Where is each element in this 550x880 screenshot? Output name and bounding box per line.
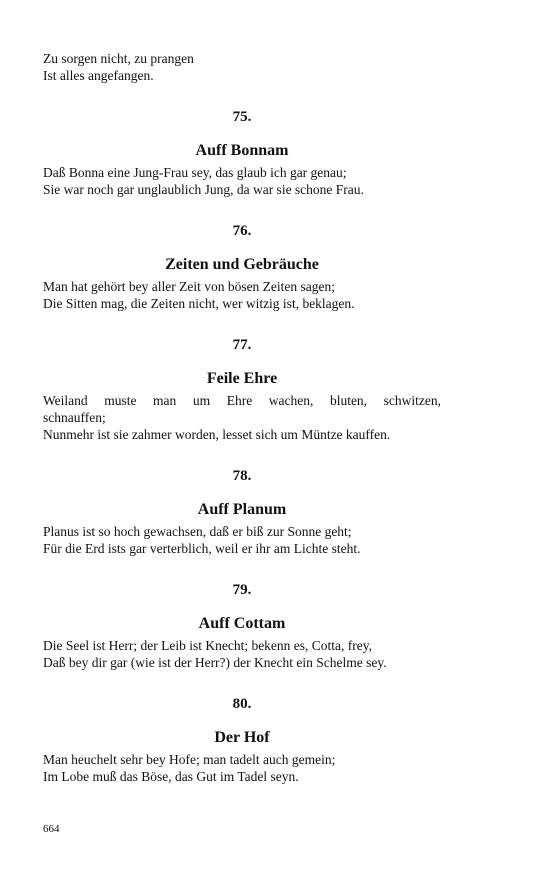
verse-line: Die Sitten mag, die Zeiten nicht, wer witzig ist, beklagen. (43, 296, 355, 311)
page-number: 664 (43, 823, 60, 835)
poem-title: Auff Bonnam (195, 142, 289, 159)
verse-line: Im Lobe muß das Böse, das Gut im Tadel seyn. (43, 769, 299, 784)
verse-line: Ist alles angefangen. (43, 68, 154, 83)
verse-line: Planus ist so hoch gewachsen, daß er biß zur Sonne geht; (43, 524, 352, 539)
poem-76 (43, 222, 441, 312)
poem-number: 78. (232, 468, 252, 484)
verse-line: Für die Erd ists gar verterblich, weil er ihr am Lichte steht. (43, 541, 361, 556)
verse-line: Die Seel ist Herr; der Leib ist Knecht; bekenn es, Cotta, frey, (43, 638, 373, 653)
poem-number: 76. (232, 223, 252, 239)
verse-line: Daß bey dir gar (wie ist der Herr?) der Knecht ein Schelme sey. (43, 655, 387, 670)
poem-75 (43, 108, 441, 198)
poem-79 (43, 581, 441, 671)
page-body (43, 50, 441, 785)
poem-title: Feile Ehre (206, 370, 278, 387)
poem-title: Der Hof (214, 729, 270, 746)
poem-number: 77. (232, 337, 252, 353)
verse-line: Sie war noch gar unglaublich Jung, da war sie schone Frau. (43, 182, 364, 197)
verse-line: Weiland muste man um Ehre wachen, bluten, schwitzen, (43, 393, 441, 408)
poem-number: 80. (232, 696, 252, 712)
verse-line: Man hat gehört bey aller Zeit von bösen Zeiten sagen; (43, 279, 336, 294)
verse-line: Nunmehr ist sie zahmer worden, lesset sich um Müntze kauffen. (43, 427, 391, 442)
verse-line: Man heuchelt sehr bey Hofe; man tadelt auch gemein; (43, 752, 336, 767)
verse-line: Daß Bonna eine Jung-Frau sey, das glaub ich gar genau; (43, 165, 347, 180)
verse-line: schnauffen; (43, 410, 106, 425)
intro-verse (43, 50, 441, 84)
poem-title: Auff Cottam (198, 615, 286, 632)
poem-number: 75. (232, 109, 252, 125)
poem-78 (43, 467, 441, 557)
verse-line: Zu sorgen nicht, zu prangen (43, 51, 194, 66)
poem-title: Auff Planum (197, 501, 287, 518)
poem-80 (43, 695, 441, 785)
poem-title: Zeiten und Gebräuche (165, 256, 319, 273)
poem-number: 79. (232, 582, 252, 598)
poem-77 (43, 336, 441, 443)
